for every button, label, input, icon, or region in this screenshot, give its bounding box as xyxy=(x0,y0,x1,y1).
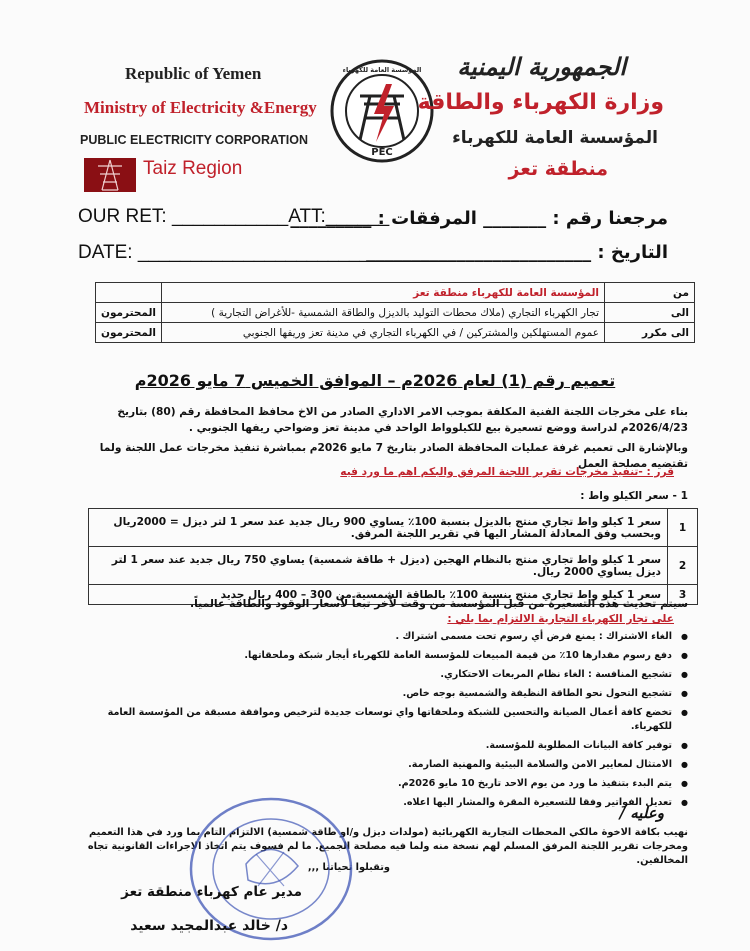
ar-ref-field: مرجعنا رقم : _______ المرفقات : _________ xyxy=(290,208,668,229)
address-label: الى مكرر xyxy=(605,323,695,343)
list-item: ● يتم البدء بتنفيذ ما ورد من يوم الاحد تاريخ 10 مايو 2026م. xyxy=(78,777,688,791)
list-item: ● تشجيع المنافسة : الغاء نظام المربعات الاحتكاري. xyxy=(78,668,688,682)
ar-region-title: منطقة تعز xyxy=(508,158,608,180)
ar-republic-title: الجمهورية اليمنية xyxy=(457,52,626,81)
list-item: ● الغاء الاشتراك : يمنع فرض أي رسوم تحت مسمى اشتراك . xyxy=(78,630,688,644)
list-item: ● تعديل الفواتير وفقا للتسعيرة المقرة والمشار اليها اعلاه. xyxy=(78,796,688,810)
closing-thanks: وتقبلوا تحياتنا ,,, xyxy=(307,862,390,873)
address-honorific: المحترمون xyxy=(96,323,162,343)
pylon-icon xyxy=(84,158,136,192)
obligations-title: على تجار الكهرباء التجارية الالتزام بما يلي : xyxy=(447,613,674,625)
list-item: ● دفع رسوم مقدارها 10٪ من قيمة المبيعات للمؤسسة العامة للكهرباء أيجار شبكة وملحقاتها. xyxy=(78,649,688,663)
address-text: عموم المستهلكين والمشتركين / في الكهرباء التجاري في مدينة تعز وريفها الجنوبي xyxy=(162,323,605,343)
list-item: ● تخضع كافة أعمال الصيانة والتحسين للشبكة وملحقاتها واي توسعات جديدة لترخيص وموافقة مسبقة من المؤسسة العامة للكهرباء. xyxy=(78,706,688,734)
logo-label: PEC xyxy=(371,147,393,158)
ar-ministry-title: وزارة الكهرباء والطاقة xyxy=(417,90,664,115)
rate-number: 1 xyxy=(668,509,698,547)
address-honorific xyxy=(96,283,162,303)
list-item: ● تشجيع التحول نحو الطاقة النظيفة والشمسية بوجه خاص. xyxy=(78,687,688,701)
address-row-cc xyxy=(96,323,695,343)
decision-line: قرر : -تنفيذ مخرجات تقرير اللجنة المرفق والبكم اهم ما ورد فيه xyxy=(340,466,674,478)
en-region-title: Taiz Region xyxy=(143,158,243,179)
en-republic-title: Republic of Yemen xyxy=(125,64,262,83)
en-ministry-title: Ministry of Electricity &Energy xyxy=(84,98,317,117)
paragraph-reference: وبالإشارة الى تعميم غرفة عمليات المحافظة الصادر بتاريخ 7 مايو 2026م بمباشرة تنفيذ مخرجات عمل اللجنة ولما تقتضيه مصلحة العمل xyxy=(99,442,688,470)
rate-text: سعر 1 كيلو واط تجاري منتج بالنظام الهجين (ديزل + طاقة شمسية) يساوي 750 ريال جديد عند سعر 1 لتر ديزل يساوي 2000 ريال. xyxy=(89,547,668,585)
closing-heading: وعليه / xyxy=(619,804,664,822)
rate-text: سعر 1 كيلو واط تجاري منتج بالديزل بنسبة 100٪ يساوي 900 ريال جديد عند سعر 1 لتر ديزل = 2000ريال وبحسب وفق المعادلة المشار اليها في تقرير اللجنة المرفق. xyxy=(89,509,668,547)
ar-date-field: التاريخ : _________________________ xyxy=(366,242,668,263)
ar-corporation-title: المؤسسة العامة للكهرباء xyxy=(452,128,658,148)
our-ret-field: OUR RET: ___________ATT:______ xyxy=(78,206,390,227)
rates-table xyxy=(88,508,698,605)
address-label: من xyxy=(605,283,695,303)
date-field: DATE: ______________________________ xyxy=(78,242,455,263)
address-table xyxy=(95,282,695,343)
address-label: الى xyxy=(605,303,695,323)
address-row-to xyxy=(96,303,695,323)
paragraph-basis: بناء على مخرجات اللجنة الفنية المكلفة بموجب الامر الاداري الصادر من الاخ محافظ المحافظة رقم (80) بتاريخ 2026/4/23م لدراسة ووضع تسعيرة بيع للكيلوواط الواحد في مدينة تعز وضواحي ريفها الجنوبي . xyxy=(117,406,688,434)
rate-text: سعر 1 كيلو واط تجاري منتج بنسبة 100٪ بالطاقة الشمسية من 300 – 400 ريال جديد xyxy=(89,585,668,605)
address-text: المؤسسة العامة للكهرباء منطقة تعز xyxy=(162,283,605,303)
section-title: 1 - سعر الكيلو واط : xyxy=(580,490,688,502)
list-item: ● الامتثال لمعايير الامن والسلامة البيئية والمهنية الصارمة. xyxy=(78,758,688,772)
address-honorific: المحترمون xyxy=(96,303,162,323)
list-item: ● توفير كافة البيانات المطلوبة للمؤسسة. xyxy=(78,739,688,753)
circular-title: تعميم رقم (1) لعام 2026م – الموافق الخميس 7 مايو 2026م xyxy=(134,371,616,390)
signatory-name: د/ خالد عبدالمجيد سعيد xyxy=(130,918,288,934)
update-note: سيتم تحديث هذه التسعيرة من قبل المؤسسة من وقت لآخر تبعاً لأسعار الوقود والطاقة عالمياً. xyxy=(190,597,688,610)
rate-row xyxy=(89,547,698,585)
obligations-list xyxy=(78,630,688,815)
rate-row xyxy=(89,509,698,547)
en-corporation-title: PUBLIC ELECTRICITY CORPORATION xyxy=(80,133,309,147)
rate-number: 2 xyxy=(668,547,698,585)
address-row-from xyxy=(96,283,695,303)
signatory-title: مدير عام كهرباء منطقة تعز xyxy=(121,884,302,900)
logo-ring-label: المؤسسة العامة للكهرباء xyxy=(342,66,422,74)
address-text: تجار الكهرباء التجاري (ملاك محطات التوليد بالديزل والطاقة الشمسية -للأغراض التجارية ) xyxy=(162,303,605,323)
closing-text: نهيب بكافة الاخوة مالكي المحطات التجارية الكهربائية (مولدات ديزل و/او طاقة شمسية) الالتزام التام بما ورد في هذا التعميم ومخرجات تقرير اللجنة المرفق المسلم لهم نسخة منه ولما فيه مصلحة الجميع. ما لم فسوف يتم اتخاذ الاجراءات القانونية تجاه المخالفين. xyxy=(87,827,688,866)
rate-number: 3 xyxy=(668,585,698,605)
